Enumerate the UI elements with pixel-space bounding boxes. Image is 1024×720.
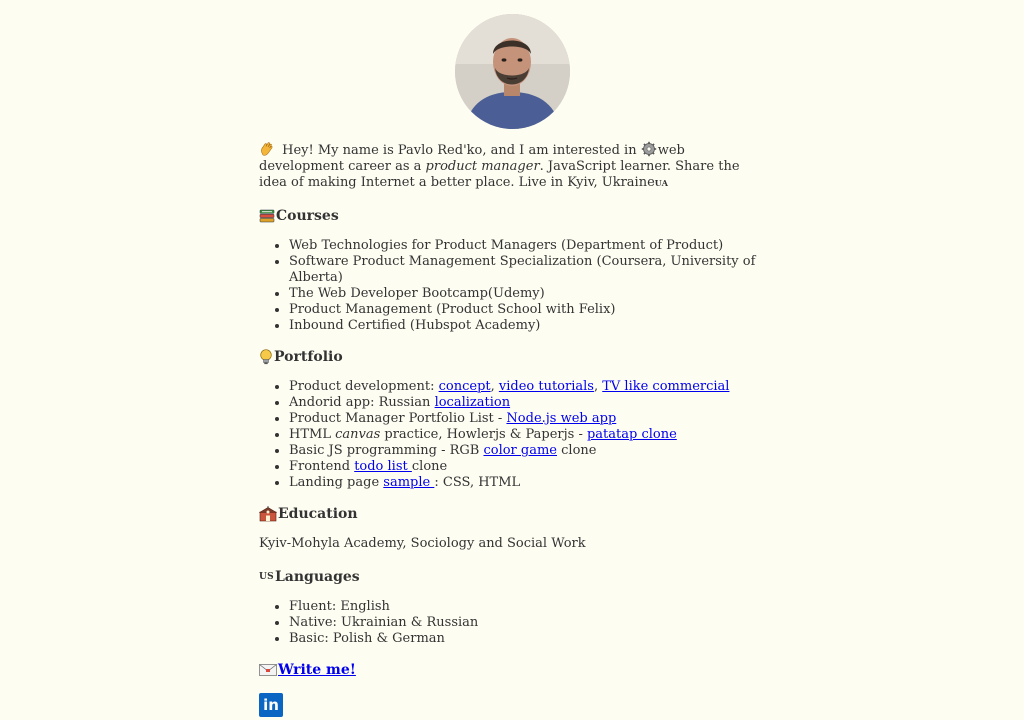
intro-part1: Hey! My name is Pavlo Red'ko, and I am interested in xyxy=(278,143,641,158)
localization-link[interactable]: localization xyxy=(434,395,511,410)
languages-heading xyxy=(259,568,769,586)
books-icon xyxy=(259,208,275,224)
list-item: • Fluent: English xyxy=(289,599,769,615)
color-game-link[interactable]: color game xyxy=(483,443,557,458)
product-dev-prefix: Product development: xyxy=(289,379,439,394)
education-heading xyxy=(259,505,769,523)
ukraine-flag: UA xyxy=(654,178,669,188)
us-flag: US xyxy=(259,572,274,582)
todo-list-link[interactable]: todo list xyxy=(354,459,412,474)
concept-link[interactable]: concept xyxy=(438,379,491,394)
linkedin-icon: in xyxy=(263,696,279,714)
list-item: • Web Technologies for Product Managers (Department of Product) xyxy=(289,238,769,254)
canvas-em: canvas xyxy=(335,427,381,442)
separator: , xyxy=(593,379,603,394)
pm-list-prefix: Product Manager Portfolio List - xyxy=(289,411,507,426)
envelope-icon xyxy=(259,662,277,678)
list-item: • Inbound Certified (Hubspot Academy) xyxy=(289,318,769,334)
main-content xyxy=(259,141,769,717)
list-item xyxy=(289,411,769,427)
list-item xyxy=(289,395,769,411)
list-item xyxy=(289,427,769,443)
list-item xyxy=(289,379,769,395)
landing-prefix: Landing page xyxy=(289,475,384,490)
todo-prefix: Frontend xyxy=(289,459,355,474)
sample-link[interactable]: sample xyxy=(383,475,435,490)
separator: , xyxy=(490,379,499,394)
linkedin-link[interactable] xyxy=(259,693,283,717)
intro-text xyxy=(259,141,769,191)
canvas-mid: practice, Howlerjs & Paperjs - xyxy=(380,427,587,442)
list-item: • The Web Developer Bootcamp(Udemy) xyxy=(289,286,769,302)
list-item: • Product Management (Product School with Felix) xyxy=(289,302,769,318)
landing-suffix: : CSS, HTML xyxy=(434,475,521,490)
android-prefix: Andorid app: Russian xyxy=(289,395,435,410)
list-item xyxy=(289,475,769,491)
portfolio-list xyxy=(259,379,769,491)
video-tutorials-link[interactable]: video tutorials xyxy=(498,379,594,394)
education-title: Education xyxy=(278,506,358,522)
lightbulb-icon xyxy=(259,349,273,365)
nodejs-web-app-link[interactable]: Node.js web app xyxy=(506,411,617,426)
courses-heading xyxy=(259,207,769,225)
color-game-suffix: clone xyxy=(557,443,597,458)
waving-hand-icon xyxy=(259,141,275,157)
list-item: • Native: Ukrainian & Russian xyxy=(289,615,769,631)
write-me-link[interactable]: Write me! xyxy=(278,662,356,678)
intro-part3: . JavaScript learner. Share the idea of making Internet a better place. Live in Kyiv, Ukraine xyxy=(259,159,740,190)
intro-part2: web development career as a xyxy=(259,143,685,174)
tv-commercial-link[interactable]: TV like commercial xyxy=(602,379,730,394)
patatap-clone-link[interactable]: patatap clone xyxy=(586,427,677,442)
color-game-prefix: Basic JS programming - RGB xyxy=(289,443,484,458)
list-item xyxy=(289,459,769,475)
languages-title: Languages xyxy=(274,569,360,585)
education-text: Kyiv-Mohyla Academy, Sociology and Social Work xyxy=(259,536,586,551)
intro-role: product manager xyxy=(425,159,540,174)
avatar xyxy=(455,14,570,129)
courses-title: Courses xyxy=(276,208,339,224)
avatar-photo xyxy=(455,14,570,129)
courses-list xyxy=(259,238,769,334)
school-icon xyxy=(259,506,277,522)
canvas-prefix: HTML xyxy=(289,427,336,442)
list-item: • Basic: Polish & German xyxy=(289,631,769,647)
todo-suffix: clone xyxy=(411,459,448,474)
list-item xyxy=(289,443,769,459)
gear-icon xyxy=(641,141,657,157)
portfolio-heading xyxy=(259,348,769,366)
languages-list xyxy=(259,599,769,647)
write-me-heading xyxy=(259,661,769,679)
portfolio-title: Portfolio xyxy=(274,349,343,365)
list-item: • Software Product Management Specialization (Coursera, University of Alberta) xyxy=(289,254,769,286)
